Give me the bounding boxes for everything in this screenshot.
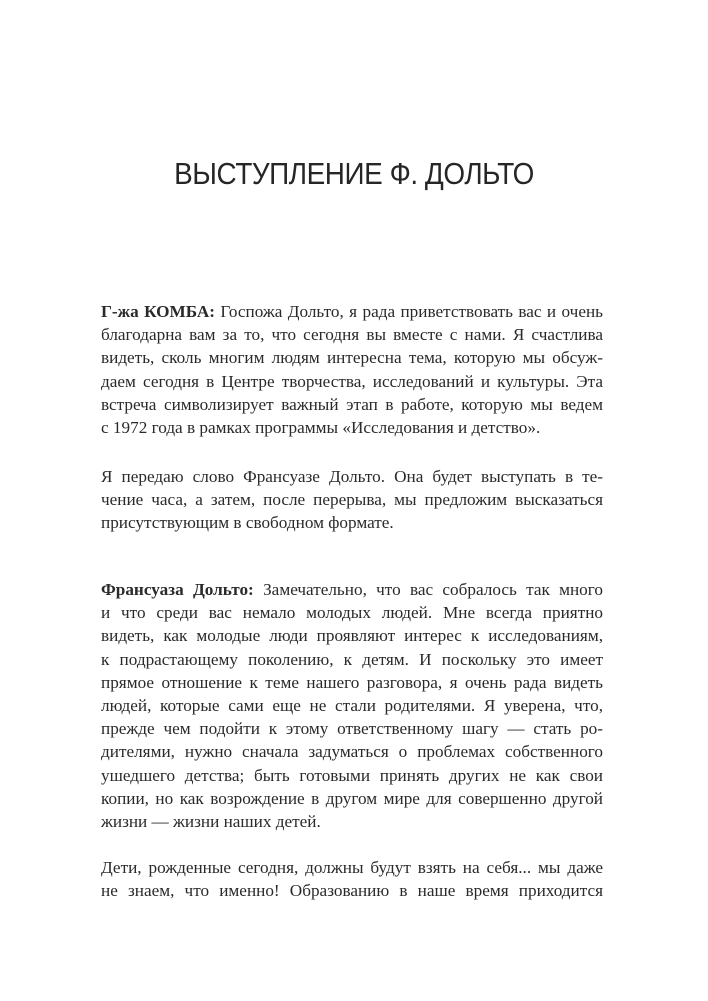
text-line xyxy=(101,346,603,369)
text-line xyxy=(101,879,603,902)
line-text: видеть, сколь многим людям интересна тема, которую мы обсуж- xyxy=(101,348,603,368)
text-line xyxy=(101,648,603,671)
line-text: Госпожа Дольто, я рада приветствовать вас и очень xyxy=(215,302,603,321)
line-text: не знаем, что именно! Образованию в наше время приходится xyxy=(101,881,603,901)
text-line xyxy=(101,393,603,416)
text-line xyxy=(101,300,603,323)
text-line xyxy=(101,488,603,511)
paragraph-dolto xyxy=(101,578,603,833)
text-line xyxy=(101,856,603,879)
text-line xyxy=(101,323,603,346)
text-line xyxy=(101,465,603,488)
line-text: видеть, как молодые люди проявляют интерес к исследованиям, xyxy=(101,626,603,646)
line-text: прямое отношение к теме нашего разговора, я очень рада видеть xyxy=(101,672,603,692)
line-text: чение часа, а затем, после перерыва, мы предложим высказаться xyxy=(101,490,603,510)
line-text: к подрастающему поколению, к детям. И поскольку это имеет xyxy=(101,649,603,669)
line-text: дителями, нужно сначала задуматься о проблемах собственного xyxy=(101,742,603,762)
text-line xyxy=(101,694,603,717)
line-text: прежде чем подойти к этому ответственному шагу — стать ро- xyxy=(101,719,603,739)
text-line xyxy=(101,787,603,810)
line-text: копии, но как возрождение в другом мире для совершенно другой xyxy=(101,788,603,808)
text-line xyxy=(101,416,603,439)
text-line xyxy=(101,511,603,534)
line-text: встреча символизирует важный этап в работе, которую мы ведем xyxy=(101,394,603,414)
speaker-name: Г-жа КОМБА: xyxy=(101,302,216,321)
line-text: присутствующим в свободном формате. xyxy=(101,513,394,533)
line-text: даем сегодня в Центре творчества, исследований и культуры. Эта xyxy=(101,371,603,391)
line-text: Замечательно, что вас собралось так много xyxy=(253,580,603,599)
line-text: жизни — жизни наших детей. xyxy=(101,811,321,831)
text-line xyxy=(101,578,603,601)
line-text: с 1972 года в рамках программы «Исследования и детство». xyxy=(101,417,541,437)
paragraph-combat xyxy=(101,300,603,439)
text-line xyxy=(101,370,603,393)
text-line xyxy=(101,810,603,833)
text-line xyxy=(101,601,603,624)
paragraph-dolto-2 xyxy=(101,856,603,902)
text-line xyxy=(101,764,603,787)
line-text: Я передаю слово Франсуазе Дольто. Она будет выступать в те- xyxy=(101,467,603,486)
line-text: ушедшего детства; быть готовыми принять других не как свои xyxy=(101,765,603,785)
line-text: благодарна вам за то, что сегодня вы вместе с нами. Я счастлива xyxy=(101,325,603,345)
paragraph-combat-2 xyxy=(101,465,603,535)
chapter-title: ВЫСТУПЛЕНИЕ Ф. ДОЛЬТО xyxy=(174,156,534,191)
text-line xyxy=(101,624,603,647)
speaker-name: Франсуаза Дольто: xyxy=(101,580,254,599)
text-line xyxy=(101,671,603,694)
line-text: и что среди вас немало молодых людей. Мне всегда приятно xyxy=(101,603,603,623)
line-text: людей, которые сами еще не стали родителями. Я уверена, что, xyxy=(101,695,603,715)
line-text: Дети, рожденные сегодня, должны будут взять на себя... мы даже xyxy=(101,858,603,877)
text-line xyxy=(101,740,603,763)
text-line xyxy=(101,717,603,740)
